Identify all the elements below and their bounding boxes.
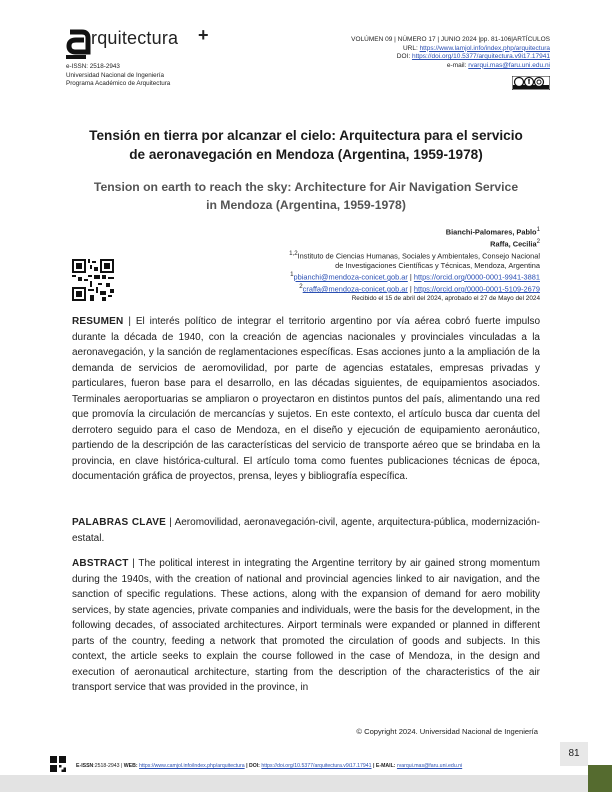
resumen-text: El interés político de integrar el territorio argentino por vía aérea cobró fuerte impulso durante la década de 1940, con la creación de agencias nacionales y provinciales vinculadas a la aeronavegación, y la sanción de reglamentaciones específicas. Esas acciones junto a la ampliación de la demanda de servicios de aeromovilidad, por parte de agencias estatales, empresas privadas y particulares, fueron base para el desarrollo, en las décadas siguientes, de equipamientos asociados. Terminales aeroportuarias se ampliaron o proyectaron en distintos puntos del país, alimentando una red que promovía la circulación de mercancías y sujetos. En este contexto, el artículo busca dar cuenta del derrotero seguido para el caso de Mendoza, en el diseño y ejecución de equipamiento aeronáutico, partiendo de la descripción de las características del servicio de transporte aéreo que se brindaba en la provincia, en clave histórica-cultural. El artículo toma como fuentes publicaciones técnicas de época, documentación gráfica de proyectos, prensa, leyes y bibliografía específica.	[72, 316, 541, 482]
email-line: e-mail: rvarqui.mas@faru.uni.edu.ni	[446, 61, 550, 69]
author-1-email-link[interactable]: pbianchi@mendoza-conicet.gob.ar	[293, 272, 408, 282]
abstract-paragraph: ABSTRACT | The political interest in integrating the Argentine territory by air gained strong momentum during the 1940s, with the creation of national and provincial agencies linked to air navigation, and the sanction of specific regulations. These actions, along with the expansion of demand for aero mobility services, by state agencies, private companies and individuals, were the basis for the development, in the following decades, of associated architectures. Airport terminals were expanded or planned in different parts of the country, feeding a network that promoted the circulation of goods and subjects. In this context, the article seeks to explain the course followed in the case of Mendoza, in the design and execution of aeronautical architecture, starting from the description of the characteristics of the air transport service that was provided in the province, in	[72, 558, 540, 693]
doi-link[interactable]: https://doi.org/10.5377/arquitectura.v9i17.17941	[411, 53, 550, 61]
keywords-paragraph: PALABRAS CLAVE | Aeromovilidad, aeronavegación-civil, agente, arquitectura-pública, modernización-estatal.	[72, 517, 541, 544]
email-link[interactable]: rvarqui.mas@faru.uni.edu.ni	[468, 61, 550, 69]
copyright: © Copyright 2024. Universidad Nacional de Ingeniería	[356, 727, 538, 736]
footer-email-link[interactable]: rvarqui.mas@faru.uni.edu.ni	[396, 763, 463, 769]
url-line: URL: https://www.lamjol.info/index.php/arquitectura	[402, 44, 550, 52]
journal-meta	[351, 36, 550, 70]
title-english: Tension on earth to reach the sky: Architecture for Air Navigation Service in Mendoza (Argentina, 1959-1978)	[93, 180, 519, 212]
journal-logo	[66, 26, 216, 60]
qr-code-icon	[72, 259, 114, 301]
keywords-label: PALABRAS CLAVE	[72, 517, 167, 528]
author-block	[289, 225, 540, 303]
footer-bar	[0, 775, 612, 792]
author-2: Raffa, Cecilia$^2$	[490, 237, 540, 249]
footer-line: E-ISSN:2518-2943 | WEB: https://www.camjol.info/index.php/arquitectura | DOI: https://doi.org/10.5377/arquitectura.v9i17.17941 | E-MAIL: rvarqui.mas@faru.uni.edu.ni	[76, 763, 463, 769]
author-2-orcid-link[interactable]: https://orcid.org/0000-0001-5109-2679	[413, 284, 540, 294]
cc-license-icon[interactable]	[512, 76, 550, 90]
issn-block	[66, 63, 170, 89]
logo-plus: +	[198, 25, 209, 45]
url-link[interactable]: https://www.lamjol.info/index.php/arquitectura	[419, 44, 550, 52]
author-1-orcid-link[interactable]: https://orcid.org/0000-0001-9941-3881	[413, 272, 540, 282]
program: Programa Académico de Arquitectura	[66, 80, 171, 88]
contact-1: $^1$pbianchi@mendoza-conicet.gob.ar | https://orcid.org/0000-0001-9941-3881	[290, 271, 540, 282]
resumen-paragraph: RESUMEN | El interés político de integrar el territorio argentino por vía aérea cobró fuerte impulso durante la década de 1940, con la creación de agencias nacionales y provinciales vinculadas a la aeronavegación, y la sanción de reglamentaciones específicas. Esas acciones junto a la ampliación de la demanda de servicios de aeromovilidad, por parte de agencias estatales, empresas privadas y particulares, fueron base para el desarrollo, en las décadas siguientes, de equipamientos asociados. Terminales aeroportuarias se ampliaron o proyectaron en distintos puntos del país, alimentando una red que promovía la circulación de mercancías y sujetos. En este contexto, el artículo busca dar cuenta del derrotero seguido para el caso de Mendoza, en el diseño y ejecución de equipamiento aeronáutico, partiendo de la descripción de las características del servicio de transporte aéreo que se brindaba en la provincia, en clave histórica-cultural. El artículo toma como fuentes publicaciones técnicas de época, documentación gráfica de proyectos, prensa, leyes y bibliografía específica.	[72, 316, 541, 482]
contact-2: $^2$craffa@mendoza-conicet.gob.ar | https://orcid.org/0000-0001-5109-2679	[299, 282, 540, 294]
title-spanish: Tensión en tierra por alcanzar el cielo: Arquitectura para el servicio de aeronavegación en Mendoza (Argentina, 1959-1978)	[89, 128, 523, 162]
author-2-email-link[interactable]: craffa@mendoza-conicet.gob.ar	[302, 284, 408, 294]
resumen-label: RESUMEN	[72, 316, 124, 327]
footer-qr-icon	[50, 756, 66, 772]
logo-text: rquitectura	[91, 28, 179, 48]
abstract-text: The political interest in integrating the Argentine territory by air gained strong momentum during the 1940s, with the creation of national and provincial agencies linked to air navigation, and the sanction of specific regulations. These actions, along with the expansion of demand for aero mobility services, by state agencies, private companies and individuals, were the basis for the development, in the following decades, of associated architectures. Airport terminals were expanded or planned in different parts of the country, feeding a network that promoted the circulation of goods and subjects. In this context, the article seeks to explain the course followed in the case of Mendoza, in the design and execution of aeronautical architecture, starting from the description of the characteristics of the air transport service that was provided in the province, in	[72, 558, 540, 693]
volume-line: VOLÚMEN 09 | NÚMERO 17 | JUNIO 2024 |pp. 81-106|ARTÍCULOS	[351, 36, 550, 43]
received-dates: Recibido el 15 de abril del 2024, aprobado el 27 de Mayo del 2024	[351, 294, 540, 302]
logo-mark-icon	[66, 26, 92, 60]
author-1: Bianchi-Palomares, Pablo$^1$	[445, 226, 540, 237]
university: Universidad Nacional de Ingeniería	[66, 71, 165, 79]
affiliation-2: de Investigaciones Científicas y Técnicas, Mendoza, Argentina	[335, 260, 540, 270]
footer-doi-link[interactable]: https://doi.org/10.5377/arquitectura.v9i17.17941	[261, 763, 372, 769]
doi-line: DOI: https://doi.org/10.5377/arquitectura.v9i17.17941	[396, 53, 550, 61]
footer-accent	[588, 765, 612, 792]
affiliation: $^{1,2}$Instituto de Ciencias Humanas, Sociales y Ambientales, Consejo Nacional	[289, 249, 540, 261]
issn: e-ISSN: 2518-2943	[66, 63, 120, 70]
abstract-label: ABSTRACT	[72, 558, 129, 569]
page-number: 81	[560, 742, 588, 766]
keywords-text: Aeromovilidad, aeronavegación-civil, agente, arquitectura-pública, modernización-estatal.	[72, 517, 541, 544]
footer-web-link[interactable]: https://www.camjol.info/index.php/arquitectura	[139, 763, 245, 769]
